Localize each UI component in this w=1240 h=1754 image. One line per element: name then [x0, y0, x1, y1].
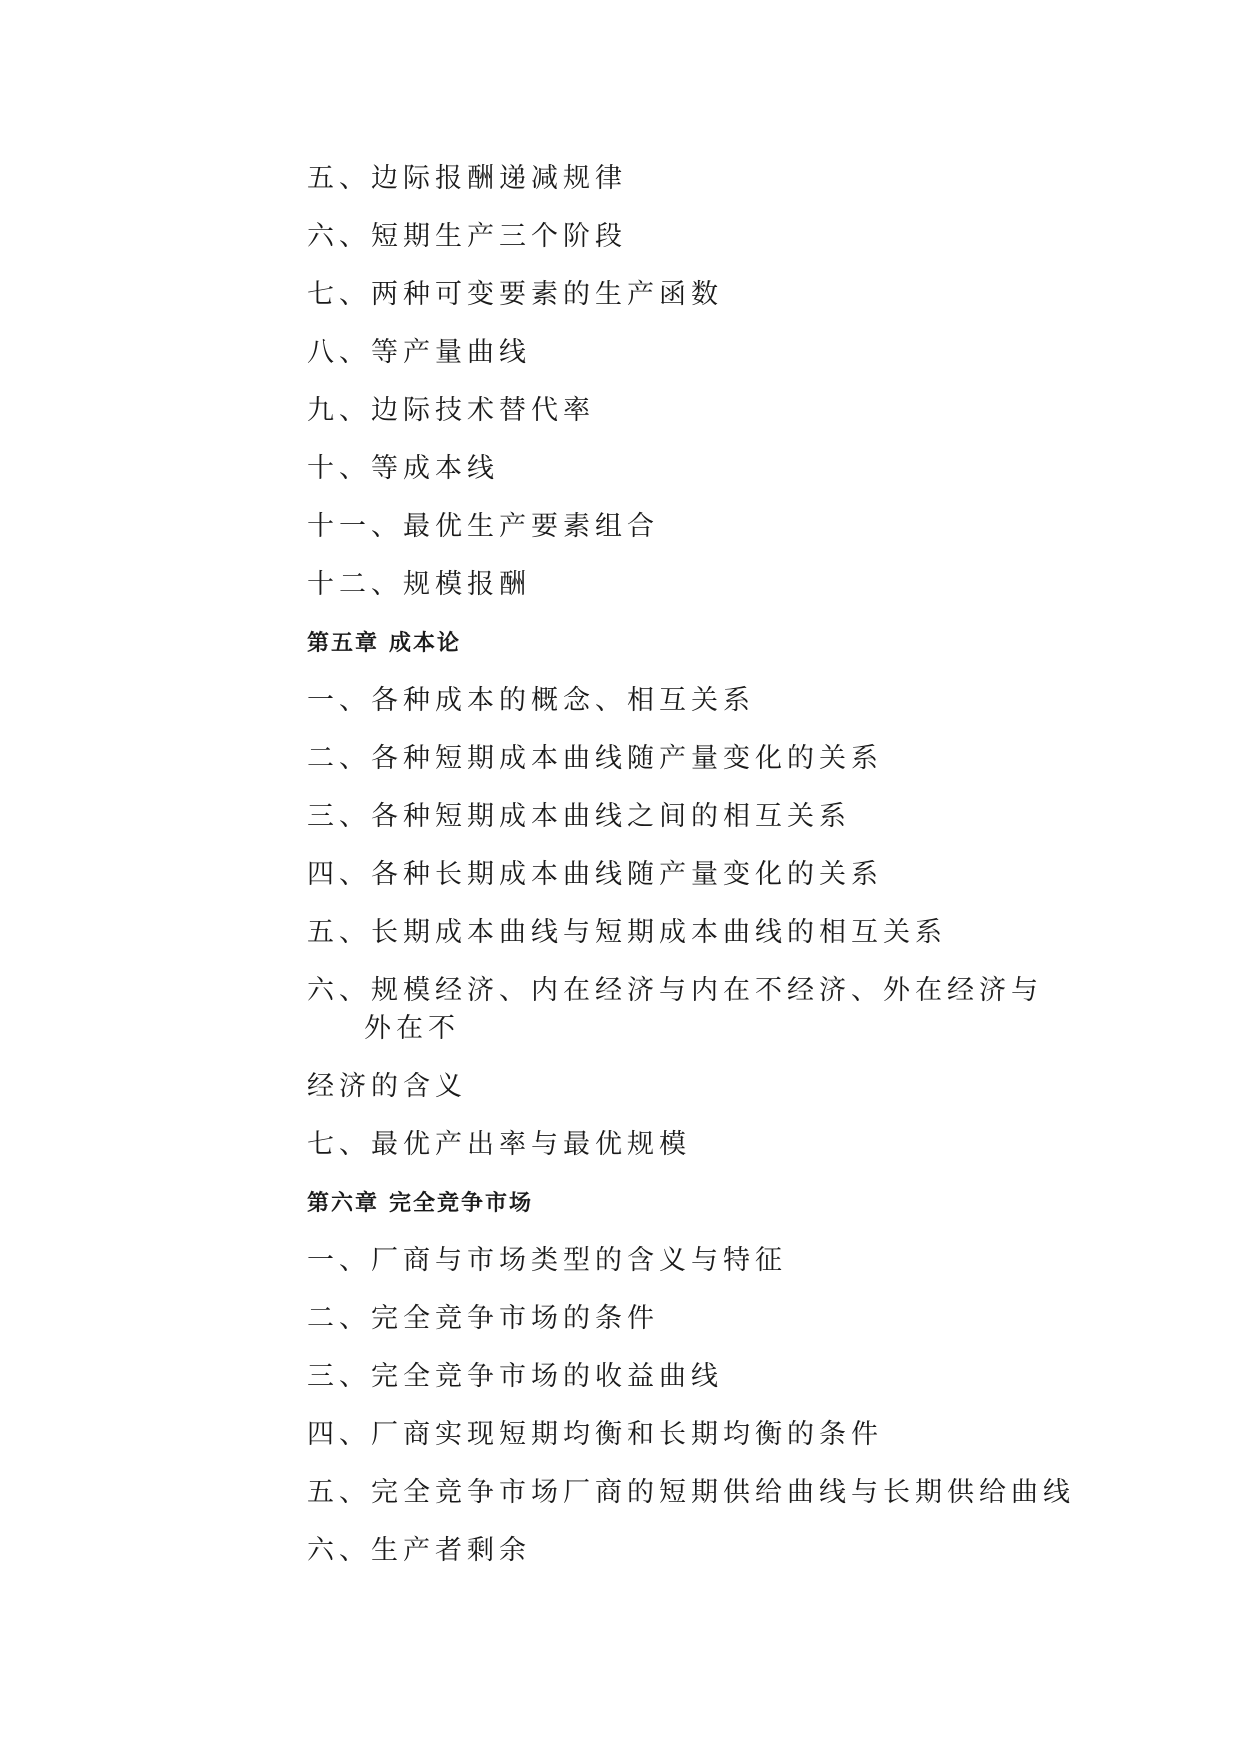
- outline-item: 十二、规模报酬: [307, 569, 531, 600]
- outline-item: 五、长期成本曲线与短期成本曲线的相互关系: [307, 917, 947, 948]
- outline-item: 二、各种短期成本曲线随产量变化的关系: [307, 743, 883, 774]
- outline-item: 七、两种可变要素的生产函数: [307, 279, 723, 310]
- chapter-number: 第五章: [307, 630, 380, 656]
- chapter-title: 成本论: [389, 630, 462, 656]
- outline-item: 九、边际技术替代率: [307, 395, 595, 426]
- outline-item: 一、各种成本的概念、相互关系: [307, 685, 755, 716]
- chapter-number: 第六章: [307, 1190, 380, 1216]
- outline-item: 七、最优产出率与最优规模: [307, 1129, 691, 1160]
- outline-item: 八、等产量曲线: [307, 337, 531, 368]
- outline-item: 五、完全竞争市场厂商的短期供给曲线与长期供给曲线: [307, 1477, 1075, 1508]
- outline-item: 三、完全竞争市场的收益曲线: [307, 1361, 723, 1392]
- outline-item: 四、厂商实现短期均衡和长期均衡的条件: [307, 1419, 883, 1450]
- outline-item-line1: 六、规模经济、内在经济与内在不经济、外在经济与外在不: [307, 975, 1043, 1044]
- chapter-heading-5: [307, 624, 1067, 662]
- outline-item-line2: 经济的含义: [307, 1071, 467, 1102]
- chapter-title: 完全竞争市场: [389, 1190, 534, 1216]
- outline-item: 四、各种长期成本曲线随产量变化的关系: [307, 859, 883, 890]
- outline-item: 一、厂商与市场类型的含义与特征: [307, 1245, 787, 1276]
- outline-item: 十、等成本线: [307, 453, 499, 484]
- chapter-heading-6: [307, 1184, 1067, 1222]
- outline-content: [307, 160, 1075, 1590]
- outline-item-wrapped: [307, 972, 1067, 1106]
- outline-item: 十一、最优生产要素组合: [307, 511, 659, 542]
- outline-item: 六、生产者剩余: [307, 1535, 531, 1566]
- outline-item: 六、短期生产三个阶段: [307, 221, 627, 252]
- outline-item: 二、完全竞争市场的条件: [307, 1303, 659, 1334]
- outline-item: 三、各种短期成本曲线之间的相互关系: [307, 801, 851, 832]
- outline-item: 五、边际报酬递减规律: [307, 163, 627, 194]
